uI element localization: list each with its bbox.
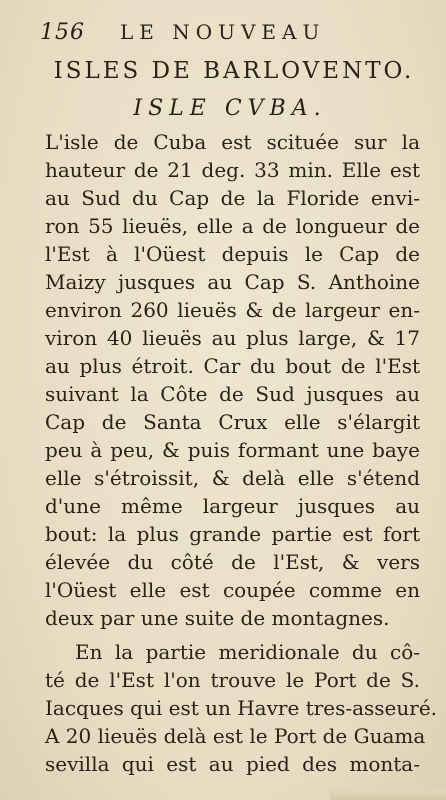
text-line: au plus étroit. Car du bout de l'Est	[45, 354, 420, 378]
text-line: l'Est à l'Oüest depuis le Cap de	[45, 242, 420, 266]
text-line: bout: la plus grande partie est fort	[45, 522, 420, 546]
page-header	[40, 20, 410, 50]
running-head: LE NOUVEAU	[120, 20, 326, 44]
page-edge-shadow	[330, 790, 446, 800]
text-line: élevée du côté de l'Est, & vers	[45, 550, 420, 574]
text-line: hauteur de 21 deg. 33 min. Elle est	[45, 158, 420, 182]
text-line: peu à peu, & puis formant une baye	[45, 438, 420, 462]
text-line: té de l'Est l'on trouve le Port de S.	[45, 668, 420, 692]
subsection-title: ISLE CVBA.	[133, 96, 327, 121]
section-title: ISLES DE BARLOVENTO.	[53, 58, 415, 84]
text-line: Cap de Santa Crux elle s'élargit	[45, 410, 420, 434]
text-line: ron 55 lieuës, elle a de longueur de	[45, 214, 420, 238]
text-line: sevilla qui est au pied des monta-	[45, 752, 420, 776]
text-line: environ 260 lieuës & de largeur en-	[45, 298, 420, 322]
text-line: Maizy jusques au Cap S. Anthoine	[45, 270, 420, 294]
text-line: A 20 lieuës delà est le Port de Guama	[45, 724, 426, 748]
page-number: 156	[40, 20, 85, 45]
text-line: deux par une suite de montagnes.	[45, 606, 390, 630]
text-line: Iacques qui est un Havre tres-asseuré.	[45, 696, 438, 720]
text-line: elle s'étroissit, & delà elle s'étend	[45, 466, 420, 490]
text-line: d'une même largeur jusques au	[45, 494, 420, 518]
text-line: L'isle de Cuba est scituée sur la	[45, 130, 420, 154]
text-line: l'Oüest elle est coupée comme en	[45, 578, 420, 602]
text-line: suivant la Côte de Sud jusques au	[45, 382, 420, 406]
text-line: viron 40 lieuës au plus large, & 17	[45, 326, 420, 350]
text-line: au Sud du Cap de la Floride envi-	[45, 186, 420, 210]
text-line: En la partie meridionale du cô-	[75, 640, 420, 664]
